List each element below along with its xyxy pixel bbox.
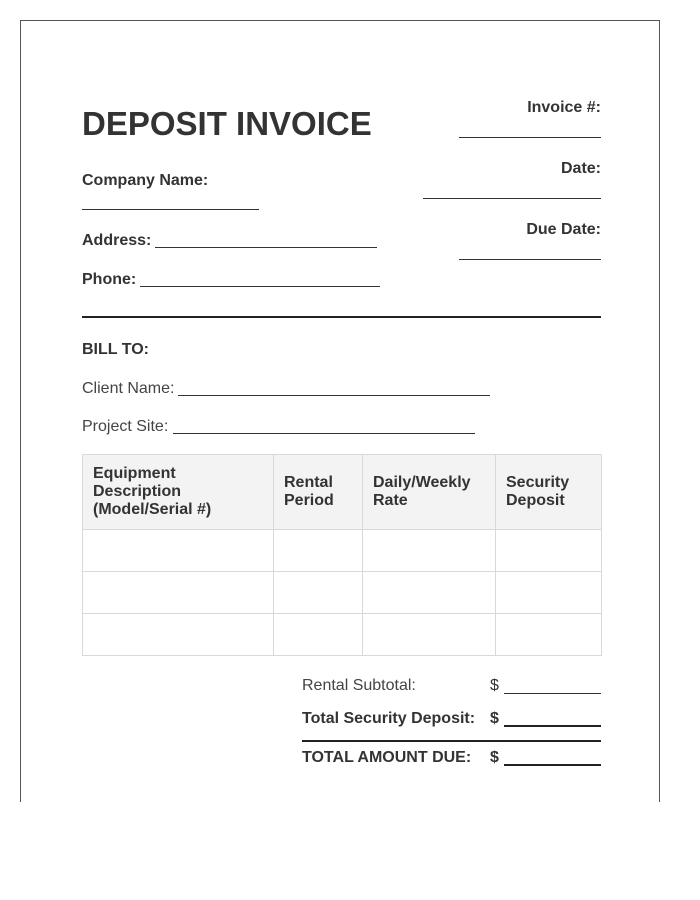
address-field[interactable] [155, 247, 377, 248]
table-cell[interactable] [363, 572, 496, 614]
table-cell[interactable] [496, 572, 602, 614]
col-rental-period: Rental Period [274, 455, 363, 530]
page-title: DEPOSIT INVOICE [82, 105, 372, 142]
phone-label: Phone: [82, 271, 137, 288]
client-name-label: Client Name: [82, 380, 175, 397]
equipment-table [82, 454, 602, 656]
table-cell[interactable] [496, 614, 602, 656]
total-security-deposit-field[interactable] [504, 725, 601, 727]
table-cell[interactable] [496, 530, 602, 572]
total-security-deposit-label: Total Security Deposit: [302, 710, 476, 727]
col-daily-weekly-rate: Daily/Weekly Rate [363, 455, 496, 530]
table-cell[interactable] [363, 530, 496, 572]
company-name-field[interactable] [82, 209, 259, 210]
table-cell[interactable] [83, 530, 274, 572]
total-amount-due-currency: $ [490, 749, 499, 766]
due-date-field[interactable] [459, 259, 601, 260]
phone-field[interactable] [140, 286, 380, 287]
project-site-field[interactable] [173, 433, 475, 434]
rental-subtotal-field[interactable] [504, 693, 601, 694]
table-cell[interactable] [363, 614, 496, 656]
table-cell[interactable] [274, 614, 363, 656]
total-amount-due-field[interactable] [504, 764, 601, 766]
rental-subtotal-currency: $ [490, 677, 499, 694]
col-security-deposit: Security Deposit [496, 455, 602, 530]
table-row [83, 572, 602, 614]
table-cell[interactable] [274, 572, 363, 614]
bill-to-heading: BILL TO: [82, 341, 149, 358]
client-name-field[interactable] [178, 395, 490, 396]
total-security-deposit-currency: $ [490, 710, 499, 727]
table-row [83, 530, 602, 572]
summary-divider [302, 740, 601, 742]
due-date-label: Due Date: [526, 221, 601, 238]
table-cell[interactable] [83, 614, 274, 656]
date-label: Date: [560, 160, 601, 177]
table-cell[interactable] [83, 572, 274, 614]
date-field[interactable] [423, 198, 601, 199]
invoice-sheet [20, 20, 660, 802]
header-divider [82, 316, 601, 318]
invoice-number-field[interactable] [459, 137, 601, 138]
col-equipment-description: Equipment Description (Model/Serial #) [83, 455, 274, 530]
company-name-label: Company Name: [82, 172, 209, 189]
project-site-label: Project Site: [82, 418, 169, 435]
table-header-row [83, 455, 602, 530]
table-row [83, 614, 602, 656]
total-amount-due-label: TOTAL AMOUNT DUE: [302, 749, 472, 766]
rental-subtotal-label: Rental Subtotal: [302, 677, 416, 694]
invoice-number-label: Invoice #: [527, 99, 601, 116]
table-cell[interactable] [274, 530, 363, 572]
address-label: Address: [82, 232, 152, 249]
